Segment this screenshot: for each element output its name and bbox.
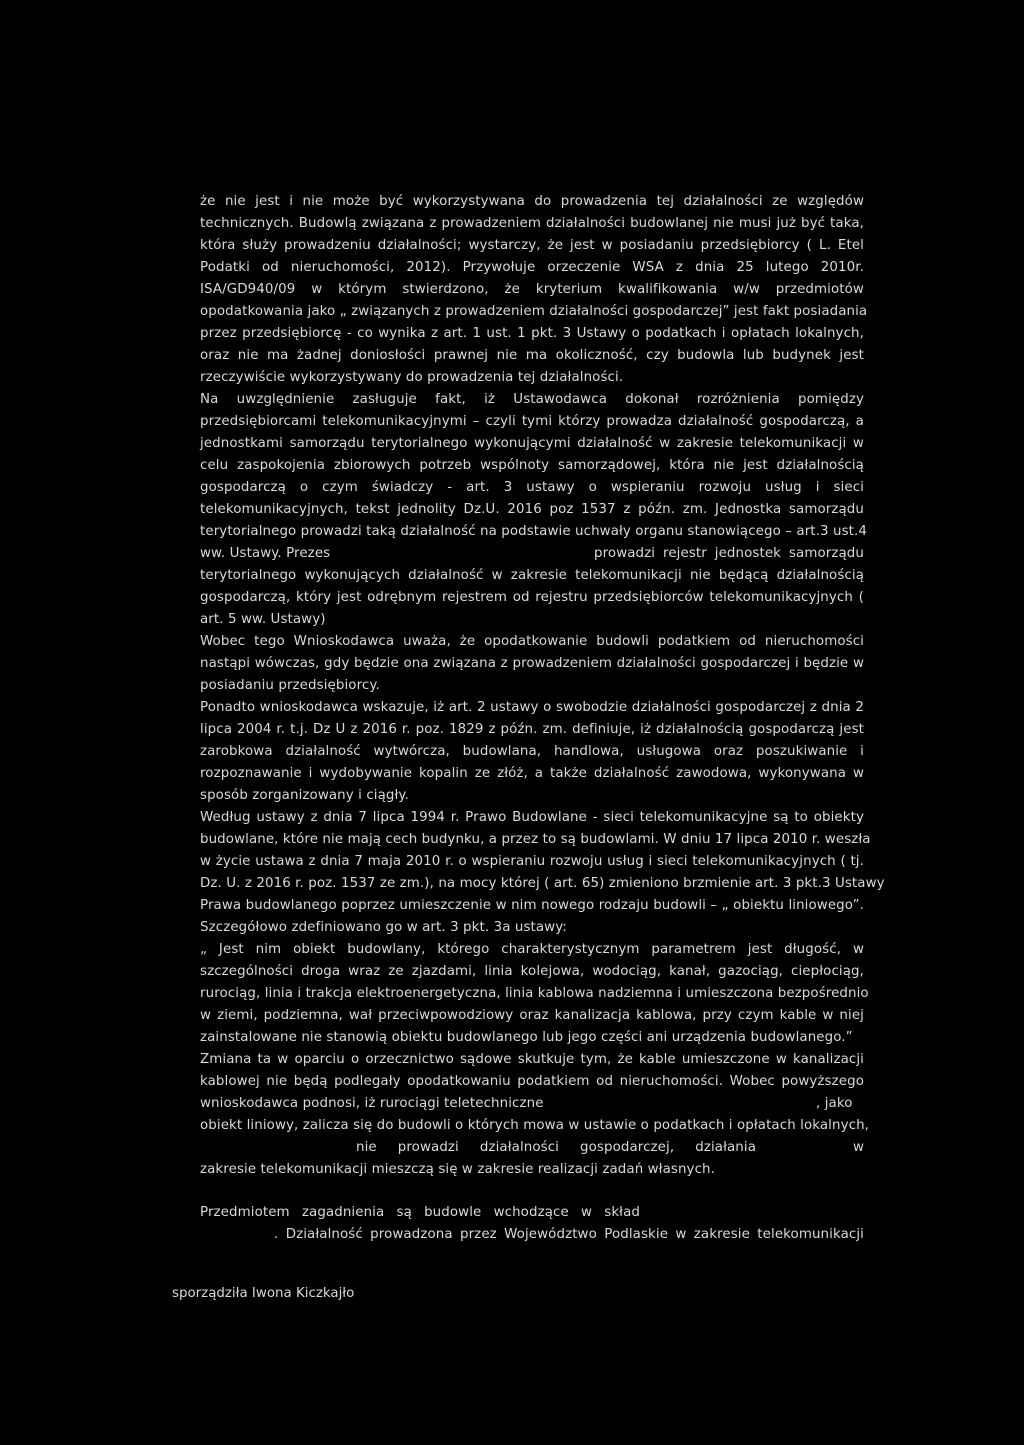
text-line: Przedmiotem zagadnienia są budowle wchodzące w skład xyxy=(200,1205,640,1220)
text-line: rozpoznawanie i wydobywanie kopalin ze złóż, a także działalność zawodowa, wykonywana w xyxy=(200,766,864,781)
text-line: Dz. U. z 2016 r. poz. 1537 ze zm.), na mocy której ( art. 65) zmieniono brzmienie art. 3 pkt.3 Ustawy xyxy=(200,876,885,891)
signature-line: sporządziła Iwona Kiczkajło xyxy=(172,1286,355,1301)
text-fragment: , jako xyxy=(816,1096,853,1111)
text-line: technicznych. Budowlą związana z prowadzeniem działalności budowlanej nie musi już być taka, xyxy=(200,216,864,231)
text-line: która służy prowadzeniu działalności; wystarczy, że jest w posiadaniu przedsiębiorcy ( L. Etel xyxy=(200,238,864,253)
text-line: Zmiana ta w oparciu o orzecznictwo sądowe skutkuje tym, że kable umieszczone w kanalizacji xyxy=(200,1052,864,1067)
text-line: kablowej nie będą podlegały opodatkowaniu podatkiem od nieruchomości. Wobec powyższego xyxy=(200,1074,864,1089)
text-line: przez przedsiębiorcę - co wynika z art. 1 ust. 1 pkt. 3 Ustawy o podatkach i opłatach lokalnych, xyxy=(200,326,864,341)
text-fragment: nie prowadzi działalności gospodarczej, działania xyxy=(356,1140,756,1155)
text-line: rurociąg, linia i trakcja elektroenergetyczna, linia kablowa nadziemna i umieszczona bezpośrednio xyxy=(200,986,869,1001)
text-fragment: prowadzi rejestr jednostek samorządu xyxy=(594,546,864,561)
text-line: terytorialnego prowadzi taką działalność na podstawie uchwały organu stanowiącego – art.3 ust.4 xyxy=(200,524,867,539)
text-line: budowlane, które nie mają cech budynku, a przez to są budowlami. W dniu 17 lipca 2010 r. weszła xyxy=(200,832,871,847)
text-line: . Działalność prowadzona przez Województwo Podlaskie w zakresie telekomunikacji xyxy=(274,1227,864,1242)
text-line: telekomunikacyjnych, tekst jednolity Dz.U. 2016 poz 1537 z późn. zm. Jednostka samorządu xyxy=(200,502,864,517)
text-line: oraz nie ma żadnej doniosłości prawnej nie ma okoliczność, czy budowla lub budynek jest xyxy=(200,348,864,363)
text-line: w życie ustawa z dnia 7 maja 2010 r. o wspieraniu rozwoju usług i sieci telekomunikacyjnych ( tj. xyxy=(200,854,864,869)
text-line: rzeczywiście wykorzystywany do prowadzenia tej działalności. xyxy=(200,370,624,385)
text-line: Szczegółowo zdefiniowano go w art. 3 pkt. 3a ustawy: xyxy=(200,920,567,935)
text-line: sposób zorganizowany i ciągły. xyxy=(200,788,409,803)
text-line: wnioskodawca podnosi, iż rurociągi teletechniczne xyxy=(200,1096,544,1111)
text-fragment: w xyxy=(853,1140,865,1155)
text-line: obiekt liniowy, zalicza się do budowli o których mowa w ustawie o podatkach i opłatach lokalnych, xyxy=(200,1118,870,1133)
text-line: ww. Ustawy. Prezes xyxy=(200,546,331,561)
text-line: Według ustawy z dnia 7 lipca 1994 r. Prawo Budowlane - sieci telekomunikacyjne są to obiekty xyxy=(200,810,864,825)
text-line: opodatkowania jako „ związanych z prowadzeniem działalności gospodarczej” jest fakt posiadania xyxy=(200,304,868,319)
text-line: Podatki od nieruchomości, 2012). Przywołuje orzeczenie WSA z dnia 25 lutego 2010r. xyxy=(200,260,864,275)
text-line: Wobec tego Wnioskodawca uważa, że opodatkowanie budowli podatkiem od nieruchomości xyxy=(200,634,864,649)
text-line: ISA/GD940/09 w którym stwierdzono, że kryterium kwalifikowania w/w przedmiotów xyxy=(200,282,864,297)
text-line: gospodarczą o czym świadczy - art. 3 ustawy o wspieraniu rozwoju usług i sieci xyxy=(200,480,864,495)
text-line: „ Jest nim obiekt budowlany, którego charakterystycznym parametrem jest długość, w xyxy=(200,942,864,957)
text-line: nastąpi wówczas, gdy będzie ona związana z prowadzeniem działalności gospodarczej i będzie w xyxy=(200,656,864,671)
text-line: celu zaspokojenia zbiorowych potrzeb wspólnoty samorządowej, która nie jest działalnością xyxy=(200,458,864,473)
text-line: przedsiębiorcami telekomunikacyjnymi – czyli tymi którzy prowadza działalność gospodarczą, a xyxy=(200,414,864,429)
text-line: szczególności droga wraz ze zjazdami, linia kolejowa, wodociąg, kanał, gazociąg, ciepłociąg, xyxy=(200,964,864,979)
text-line: zainstalowane nie stanowią obiektu budowlanego lub jego części ani urządzenia budowlanego.” xyxy=(200,1030,853,1045)
text-line: że nie jest i nie może być wykorzystywana do prowadzenia tej działalności ze względów xyxy=(200,194,864,209)
text-line: Ponadto wnioskodawca wskazuje, iż art. 2 ustawy o swobodzie działalności gospodarczej z dnia 2 xyxy=(200,700,864,715)
text-line: Na uwzględnienie zasługuje fakt, iż Ustawodawca dokonał rozróżnienia pomiędzy xyxy=(200,392,864,407)
text-line: lipca 2004 r. t.j. Dz U z 2016 r. poz. 1829 z późn. zm. definiuje, iż działalnością gospodarczą jest xyxy=(200,722,864,737)
text-line: w ziemi, podziemna, wał przeciwpowodziowy oraz kanalizacja kablowa, przy czym kable w niej xyxy=(200,1008,864,1023)
text-line: terytorialnego wykonujących działalność w zakresie telekomunikacji nie będącą działalnością xyxy=(200,568,864,583)
text-line: posiadaniu przedsiębiorcy. xyxy=(200,678,380,693)
text-line: art. 5 ww. Ustawy) xyxy=(200,612,326,627)
text-line: gospodarczą, który jest odrębnym rejestrem od rejestru przedsiębiorców telekomunikacyjnych ( xyxy=(200,590,864,605)
text-line: jednostkami samorządu terytorialnego wykonującymi działalność w zakresie telekomunikacji w xyxy=(200,436,864,451)
text-line: zakresie telekomunikacji mieszczą się w zakresie realizacji zadań własnych. xyxy=(200,1162,715,1177)
text-line: Prawa budowlanego poprzez umieszczenie w nim nowego rodzaju budowli – „ obiektu liniowego”. xyxy=(200,898,864,913)
text-line: zarobkowa działalność wytwórcza, budowlana, handlowa, usługowa oraz poszukiwanie i xyxy=(200,744,864,759)
